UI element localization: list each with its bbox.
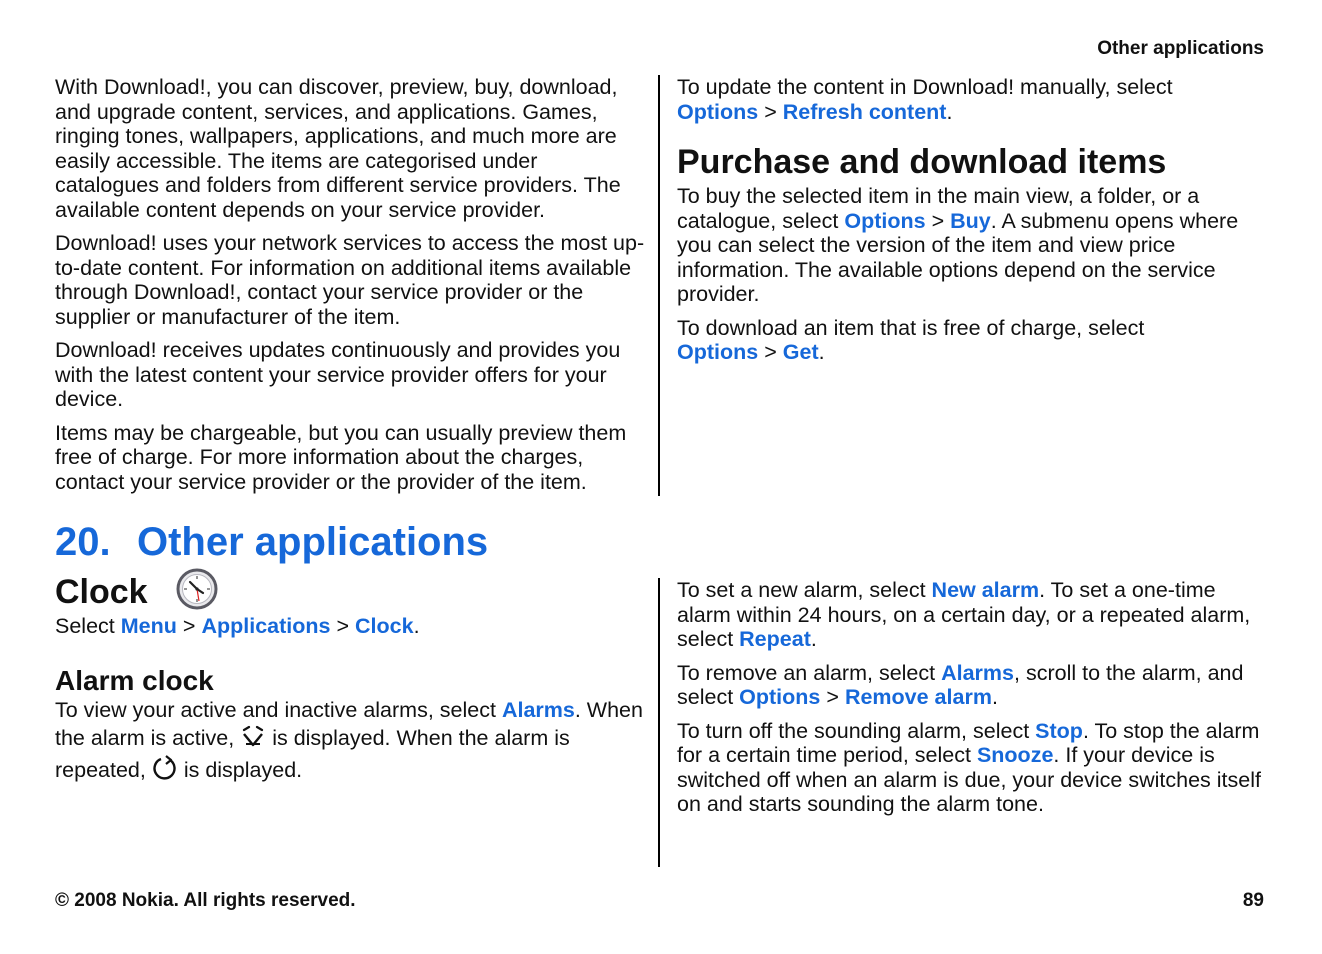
paragraph-clock-path: Select Menu > Applications > Clock. [55, 614, 420, 638]
paragraph-new-alarm: To set a new alarm, select New alarm. To set a one-time alarm within 24 hours, on a certain day, or a repeated alarm, select Repeat. [677, 578, 1251, 651]
alarm-text-repeat: is displayed. When the alarm is repeated, [55, 725, 570, 782]
paragraph-free-download: To download an item that is free of charge, select Options > Get. [677, 315, 1145, 364]
heading-alarm-clock: Alarm clock [55, 664, 214, 696]
paragraph-remove-alarm: To remove an alarm, select Alarms, scroll to the alarm, and select Options > Remove alarm. [677, 660, 1244, 709]
paragraph-stop-alarm [677, 719, 1269, 817]
chapter-name: Other applications [137, 520, 489, 564]
clock-heading-row [55, 570, 647, 614]
stop-text-continued: . To stop the alarm for a certain time period, select [677, 718, 1260, 767]
menu-separator: > [182, 614, 196, 638]
footer-copyright: © 2008 Nokia. All rights reserved. [55, 890, 356, 911]
lower-right-column [677, 578, 1269, 826]
alarm-repeat-icon [152, 755, 178, 788]
link-repeat[interactable]: Repeat [739, 627, 811, 651]
column-divider-lower [658, 578, 660, 867]
menu-separator: > [826, 685, 839, 709]
alarm-text-active: . When the alarm is active, [55, 697, 643, 750]
buy-text-continued: . A submenu opens where you can select the version of the item and view price information. The available options depend on the service provider. [677, 208, 1239, 306]
alarm-text: To view your active and inactive alarms, select [55, 697, 496, 722]
link-new-alarm[interactable]: New alarm [931, 578, 1040, 602]
link-alarms[interactable]: Alarms [941, 660, 1014, 685]
heading-clock: Clock [55, 573, 148, 611]
paragraph-buy [677, 184, 1269, 307]
stop-text: To turn off the sounding alarm, select [677, 718, 1030, 743]
paragraph-download-network: Download! uses your network services to access the most up-to-date content. For information on additional items available through Download!, contact your service provider or the supplier or manufacturer of the item. [55, 231, 645, 329]
link-options[interactable]: Options [677, 99, 759, 124]
paragraph-download-updates: Download! receives updates continuously and provides you with the latest content your service provider offers for your device. [55, 338, 621, 411]
paragraph-alarms [55, 697, 647, 788]
paragraph-update-content: To update the content in Download! manually, select Options > Refresh content. [677, 75, 1173, 124]
upper-right-column [677, 75, 1269, 374]
upper-left-column [55, 75, 647, 503]
menu-separator: > [336, 614, 350, 638]
link-stop[interactable]: Stop [1035, 718, 1083, 743]
link-options[interactable]: Options [739, 685, 821, 709]
alarm-text-end: is displayed. [183, 757, 303, 782]
paragraph-download-intro: With Download!, you can discover, preview, buy, download, and upgrade content, services, and applications. Games, ringing tones, wallpapers, applications, and much more are easily accessible. The items are categorised under catalogues and folders from different service providers. The available content depends on your service provider. [55, 75, 621, 222]
chapter-number: 20. [55, 520, 111, 564]
link-refresh-content[interactable]: Refresh content [782, 99, 947, 124]
link-options[interactable]: Options [677, 340, 759, 364]
link-menu[interactable]: Menu [120, 614, 177, 638]
page-number: 89 [1242, 890, 1264, 911]
link-buy[interactable]: Buy [950, 208, 991, 233]
link-remove-alarm[interactable]: Remove alarm [844, 685, 992, 709]
chapter-title [55, 518, 488, 566]
update-text: To update the content in Download! manually, select [677, 75, 1173, 99]
new-alarm-text-continued: . To set a one-time alarm within 24 hours, on a certain day, or a repeated alarm, select [677, 578, 1251, 651]
stop-text-end: . If your device is switched off when an alarm is due, your device switches itself on and starts sounding the alarm tone. [677, 743, 1261, 816]
link-get[interactable]: Get [782, 340, 819, 364]
link-applications[interactable]: Applications [201, 614, 331, 638]
paragraph-download-charges: Items may be chargeable, but you can usually preview them free of charge. For more information about the charges, contact your service provider or the provider of the item. [55, 420, 627, 494]
running-header: Other applications [1097, 38, 1264, 59]
new-alarm-text: To set a new alarm, select [677, 578, 926, 602]
menu-separator: > [764, 99, 777, 124]
link-options[interactable]: Options [844, 208, 926, 233]
link-snooze[interactable]: Snooze [976, 743, 1054, 767]
column-divider-upper [658, 75, 660, 496]
menu-separator: > [764, 340, 777, 364]
heading-purchase-download: Purchase and download items [677, 143, 1167, 181]
alarm-active-icon [240, 724, 266, 755]
buy-text: To buy the selected item in the main view, a folder, or a catalogue, select [677, 184, 1200, 233]
lower-left-column [55, 570, 647, 797]
clock-icon [174, 567, 220, 617]
link-clock[interactable]: Clock [355, 614, 414, 638]
link-alarms[interactable]: Alarms [501, 697, 575, 722]
free-text: To download an item that is free of charge, select [677, 315, 1145, 340]
menu-separator: > [931, 208, 945, 233]
remove-text: To remove an alarm, select [677, 660, 936, 685]
select-text: Select [55, 614, 115, 638]
remove-text-continued: , scroll to the alarm, and select [677, 660, 1244, 709]
